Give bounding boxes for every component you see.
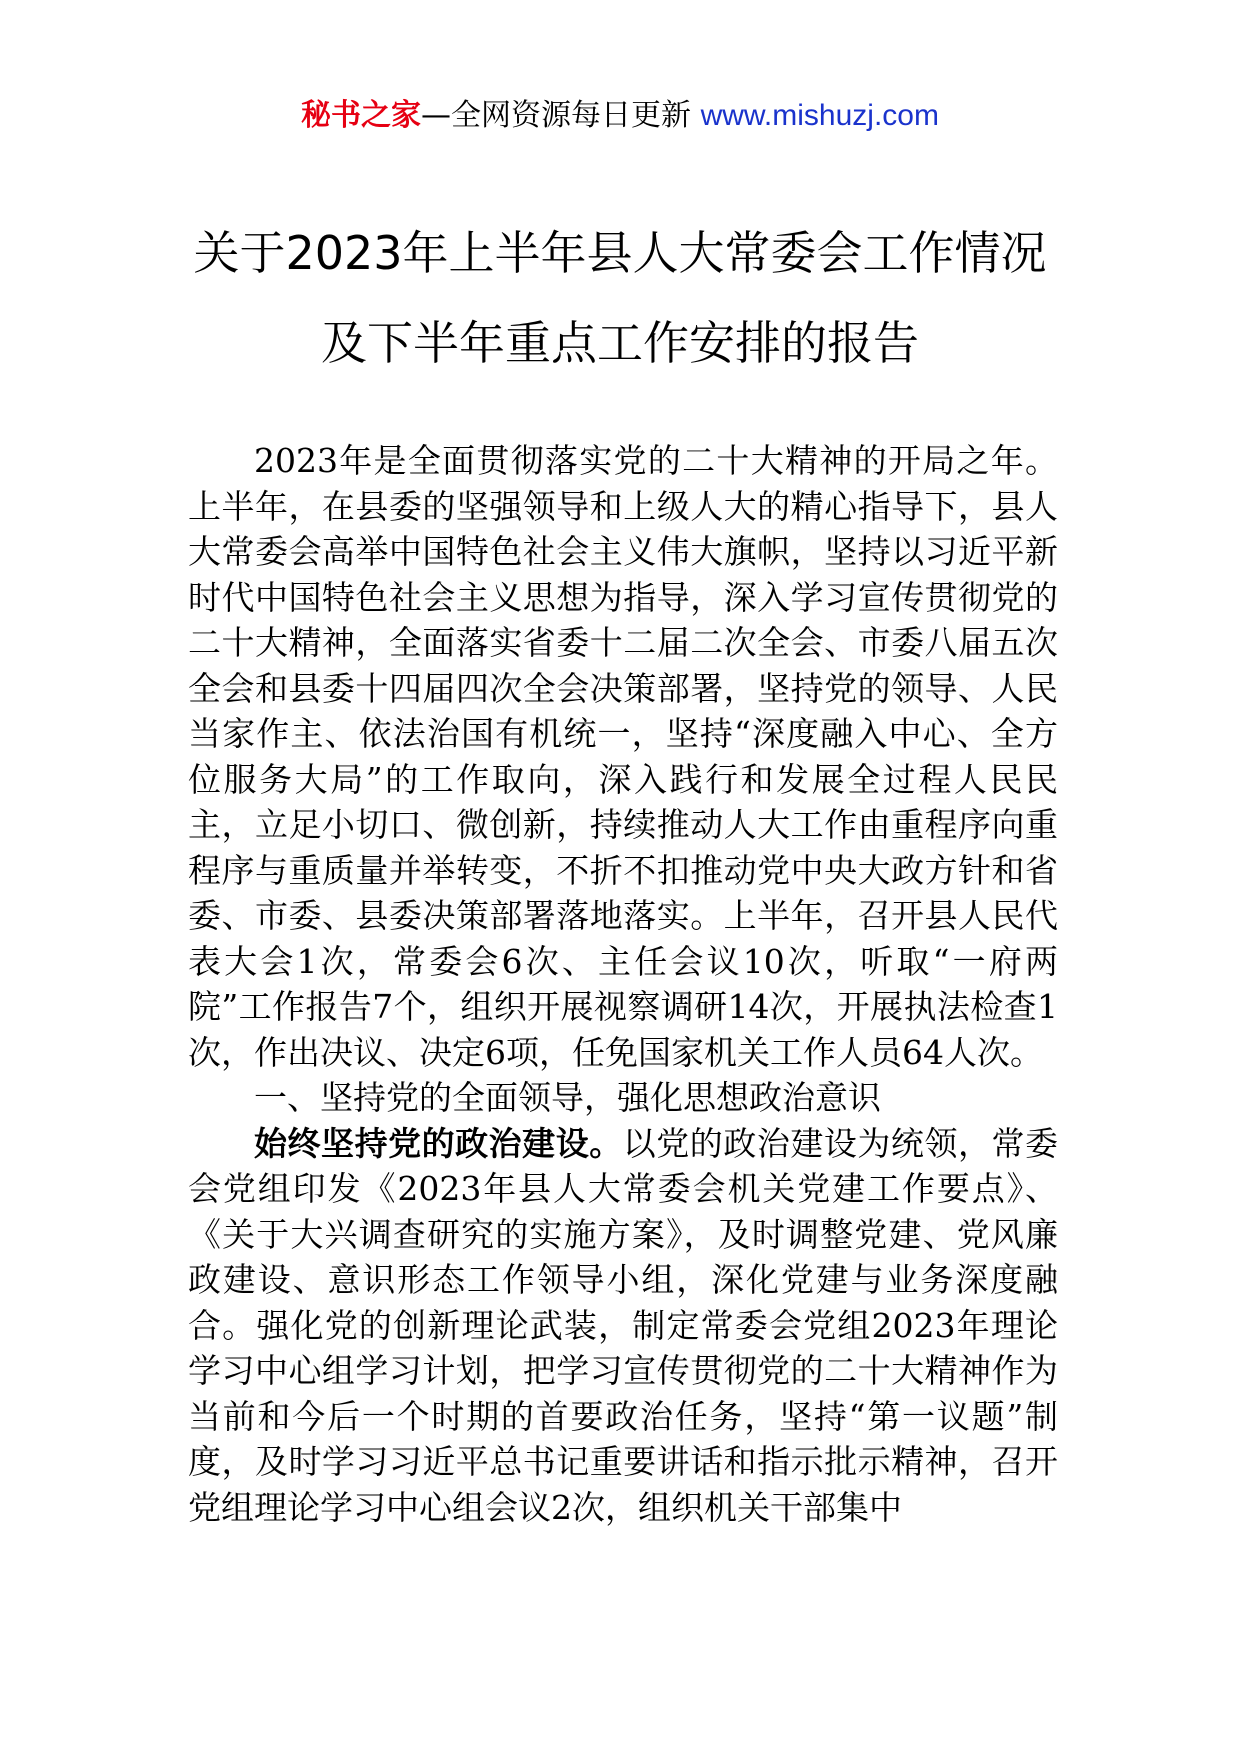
section-body-text: 以党的政治建设为统领，常委会党组印发《2023年县人大常委会机关党建工作要点》、《关于大兴调查研究的实施方案》，及时调整党建、党风廉政建设、意识形态工作领导小组，深化党建与业务深度融合。强化党的创新理论武装，制定常委会党组2023年理论学习中心组学习计划，把学习宣传贯彻党的二十大精神作为当前和今后一个时期的首要政治任务，坚持“第一议题”制度，及时学习习近平总书记重要讲话和指示批示精神，召开党组理论学习中心组会议2次，组织机关干部集中 <box>188 1123 1059 1527</box>
site-header <box>0 96 1240 136</box>
title-line-1: 关于2023年上半年县人大常委会工作情况 <box>193 226 1047 280</box>
section-lead-phrase: 始终坚持党的政治建设。 <box>254 1123 623 1163</box>
header-tagline: —全网资源每日更新 <box>421 98 692 133</box>
intro-paragraph: 2023年是全面贯彻落实党的二十大精神的开局之年。上半年，在县委的坚强领导和上级人大的精心指导下，县人大常委会高举中国特色社会主义伟大旗帜，坚持以习近平新时代中国特色社会主义思想为指导，深入学习宣传贯彻党的二十大精神，全面落实省委十二届二次全会、市委八届五次全会和县委十四届四次全会决策部署，坚持党的领导、人民当家作主、依法治国有机统一，坚持“深度融入中心、全方位服务大局”的工作取向，深入践行和发展全过程人民民主，立足小切口、微创新，持续推动人大工作由重程序向重程序与重质量并举转变，不折不扣推动党中央大政方针和省委、市委、县委决策部署落地落实。上半年，召开县人民代表大会1次，常委会6次、主任会议10次，听取“一府两院”工作报告7个，组织开展视察调研14次，开展执法检查1次，作出决议、决定6项，任免国家机关工作人员64人次。 <box>188 441 1058 1072</box>
section-paragraph <box>188 1121 1058 1531</box>
brand-name: 秘书之家 <box>301 98 422 133</box>
document-body <box>188 438 1058 1530</box>
title-line-2: 及下半年重点工作安排的报告 <box>321 316 919 370</box>
document-title <box>150 208 1090 388</box>
section-heading: 一、坚持党的全面领导，强化思想政治意识 <box>254 1078 881 1117</box>
site-url-link[interactable]: www.mishuzj.com <box>700 99 939 132</box>
